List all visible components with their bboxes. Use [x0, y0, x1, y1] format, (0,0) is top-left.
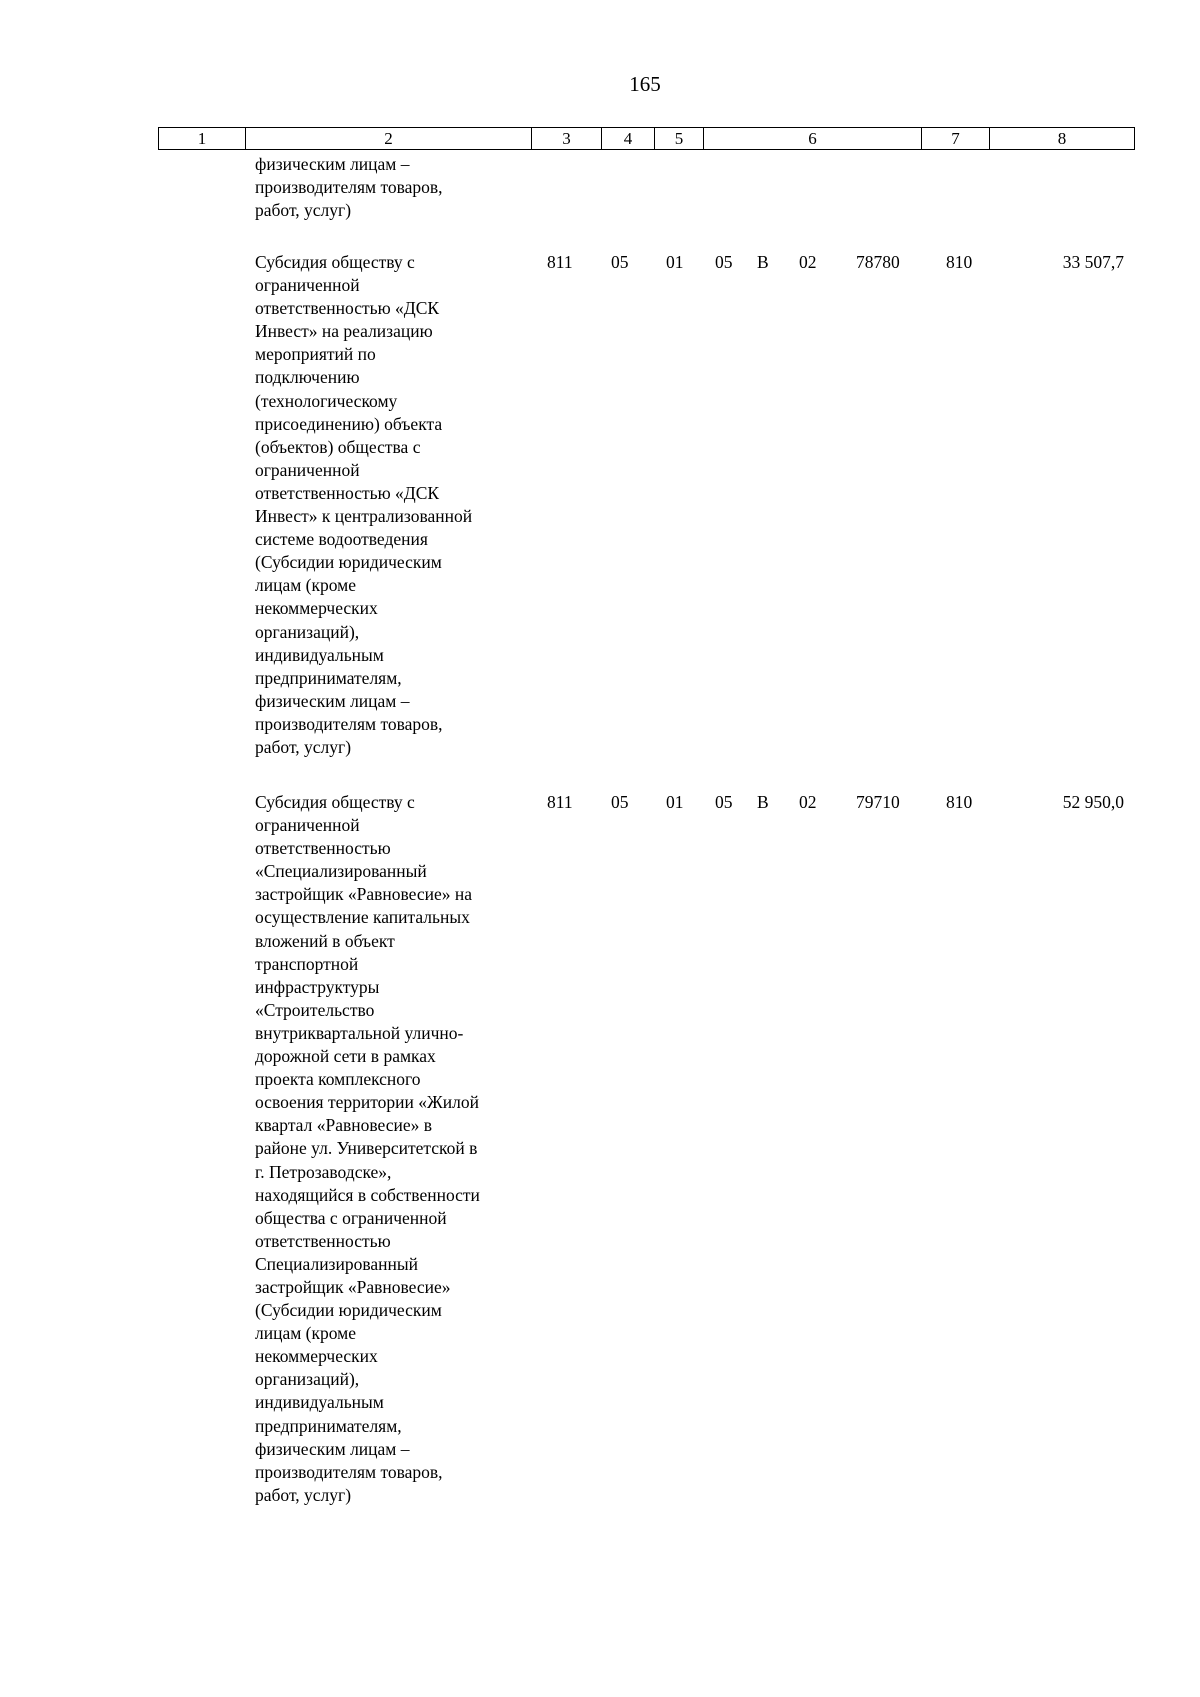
description-line: подключению — [255, 367, 360, 388]
description-line: физическим лицам – — [255, 690, 410, 711]
description-line: лицам (кроме — [255, 575, 357, 596]
description-line: (Субсидии юридическим — [255, 552, 442, 573]
description-line: производителям товаров, — [255, 177, 443, 198]
column-header-6: 6 — [704, 128, 922, 150]
description-line: вложений в объект — [255, 930, 395, 951]
column-header-4: 4 — [602, 128, 655, 150]
cell-expense-type: 810 — [946, 792, 973, 812]
cell-subsection-code: 01 — [666, 252, 684, 272]
description-line: индивидуальным — [255, 644, 384, 665]
description-line: ограниченной — [255, 275, 360, 296]
row-description — [255, 791, 520, 1507]
cell-target-program: 05 — [715, 792, 733, 812]
cell-target-event: 02 — [799, 252, 817, 272]
cell-target-subprogram: В — [757, 792, 769, 812]
description-line: мероприятий по — [255, 344, 376, 365]
description-line: освоения территории «Жилой — [255, 1092, 479, 1113]
cell-target-event: 02 — [799, 792, 817, 812]
description-line: индивидуальным — [255, 1392, 384, 1413]
description-line: инфраструктуры — [255, 976, 380, 997]
description-line: «Строительство — [255, 999, 375, 1020]
cell-amount: 33 507,7 — [1062, 252, 1124, 272]
description-line: проекта комплексного — [255, 1069, 421, 1090]
cell-target-subprogram: В — [757, 252, 769, 272]
description-line: некоммерческих — [255, 1346, 378, 1367]
column-header-8: 8 — [990, 128, 1135, 150]
description-line: производителям товаров, — [255, 1461, 443, 1482]
column-header-5: 5 — [655, 128, 704, 150]
cell-target-direction: 78780 — [856, 252, 900, 272]
cell-ved-code: 811 — [547, 252, 573, 272]
description-line: Инвест» на реализацию — [255, 321, 433, 342]
description-line: ограниченной — [255, 815, 360, 836]
description-line: дорожной сети в рамках — [255, 1046, 436, 1067]
description-line: Инвест» к централизованной — [255, 506, 473, 527]
cell-ved-code: 811 — [547, 792, 573, 812]
cell-subsection-code: 01 — [666, 792, 684, 812]
column-header-3: 3 — [532, 128, 602, 150]
description-line: ответственностью «ДСК — [255, 298, 440, 319]
description-line: лицам (кроме — [255, 1323, 357, 1344]
description-line: (технологическому — [255, 390, 398, 411]
column-header-table — [158, 127, 1135, 150]
description-line: (объектов) общества с — [255, 436, 421, 457]
description-line: физическим лицам – — [255, 154, 410, 174]
description-line: районе ул. Университетской в — [255, 1138, 478, 1159]
column-header-7: 7 — [922, 128, 990, 150]
description-line: физическим лицам – — [255, 1438, 410, 1459]
description-line: г. Петрозаводске», — [255, 1161, 392, 1182]
description-line: присоединению) объекта — [255, 413, 443, 434]
description-line: ответственностью — [255, 838, 391, 859]
description-line: транспортной — [255, 953, 359, 974]
description-line: ответственностью «ДСК — [255, 482, 440, 503]
description-line: предпринимателям, — [255, 1415, 402, 1436]
cell-expense-type: 810 — [946, 252, 973, 272]
description-line: некоммерческих — [255, 598, 378, 619]
description-line: системе водоотведения — [255, 529, 428, 550]
description-line: «Специализированный — [255, 861, 427, 882]
description-line: общества с ограниченной — [255, 1207, 447, 1228]
description-line: организаций), — [255, 1369, 360, 1390]
description-line: осуществление капитальных — [255, 907, 470, 928]
row-description — [255, 251, 520, 759]
column-header-1: 1 — [159, 128, 246, 150]
description-line: работ, услуг) — [255, 200, 352, 221]
cell-amount: 52 950,0 — [1062, 792, 1124, 812]
column-header-row — [159, 128, 1135, 150]
description-line: внутриквартальной улично- — [255, 1022, 464, 1043]
description-line: застройщик «Равновесие» на — [255, 884, 473, 905]
description-line: Субсидия обществу с — [255, 252, 415, 272]
description-line: производителям товаров, — [255, 713, 443, 734]
description-line: застройщик «Равновесие» — [255, 1276, 451, 1297]
description-line: Специализированный — [255, 1253, 418, 1274]
description-line: (Субсидии юридическим — [255, 1300, 442, 1321]
description-line: работ, услуг) — [255, 736, 352, 757]
cell-section-code: 05 — [611, 252, 629, 272]
description-line: ответственностью — [255, 1230, 391, 1251]
description-line: организаций), — [255, 621, 360, 642]
description-line: работ, услуг) — [255, 1484, 352, 1505]
description-line: квартал «Равновесие» в — [255, 1115, 432, 1136]
cell-section-code: 05 — [611, 792, 629, 812]
description-line: находящийся в собственности — [255, 1184, 480, 1205]
cell-target-program: 05 — [715, 252, 733, 272]
row-description — [255, 153, 520, 222]
description-line: Субсидия обществу с — [255, 792, 415, 812]
description-line: предпринимателям, — [255, 667, 402, 688]
description-line: ограниченной — [255, 459, 360, 480]
column-header-2: 2 — [246, 128, 532, 150]
page-number: 165 — [629, 72, 661, 96]
cell-target-direction: 79710 — [856, 792, 900, 812]
